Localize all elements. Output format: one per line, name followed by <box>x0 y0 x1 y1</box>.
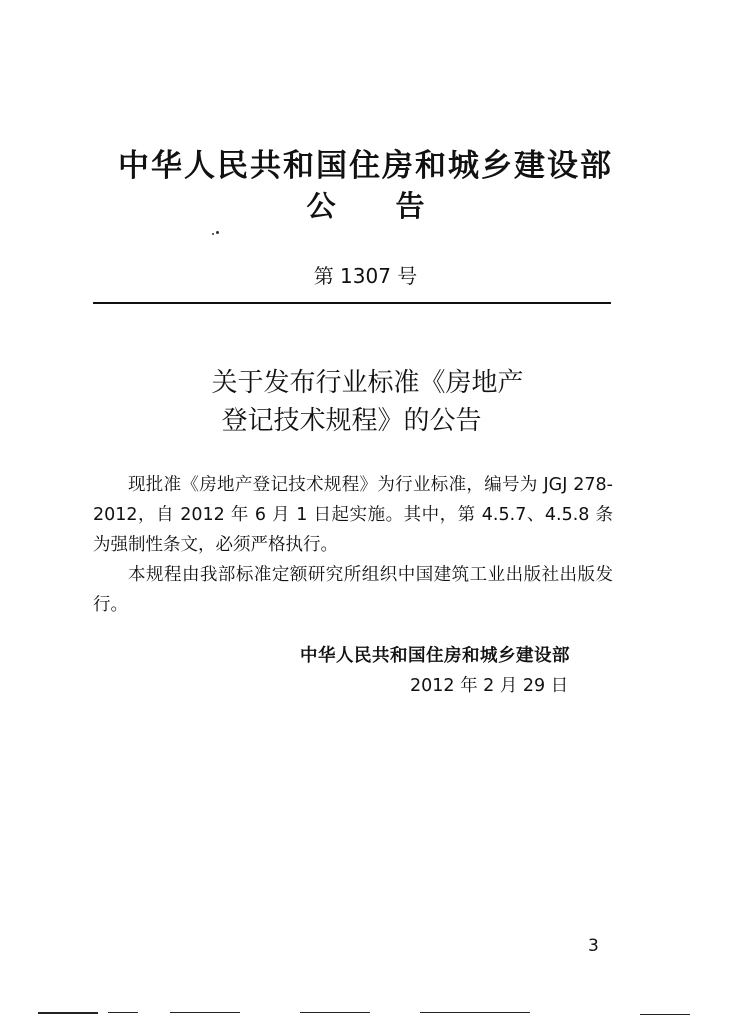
scan-edge-mark <box>108 1012 138 1013</box>
scan-speck <box>216 231 219 234</box>
body-paragraph: 本规程由我部标准定额研究所组织中国建筑工业出版社出版发行。 <box>93 565 613 615</box>
scan-edge-mark <box>38 1012 98 1014</box>
header-divider <box>93 302 611 304</box>
ministry-title: 中华人民共和国住房和城乡建设部 <box>118 148 613 184</box>
scan-speck <box>212 233 214 235</box>
announcement-heading: 公告 <box>306 189 485 223</box>
notice-title-line-2: 登记技术规程》的公告 <box>221 406 482 436</box>
scan-edge-mark <box>640 1014 690 1015</box>
signature-date: 2012 年 2 月 29 日 <box>410 676 569 696</box>
notice-body <box>93 470 613 620</box>
notice-title-line-1: 关于发布行业标准《房地产 <box>211 368 524 398</box>
scan-edge-mark <box>300 1012 370 1013</box>
body-paragraph: 现批准《房地产登记技术规程》为行业标准，编号为 JGJ 278-2012，自 2012 年 6 月 1 日起实施。其中，第 4.5.7、4.5.8 条为强制性条文，必须严格执行。 <box>93 475 613 555</box>
scan-edge-mark <box>420 1012 530 1013</box>
signature-organization: 中华人民共和国住房和城乡建设部 <box>300 646 570 666</box>
document-number: 第 1307 号 <box>313 264 418 288</box>
page-number: 3 <box>588 936 599 956</box>
scan-edge-mark <box>170 1012 240 1013</box>
